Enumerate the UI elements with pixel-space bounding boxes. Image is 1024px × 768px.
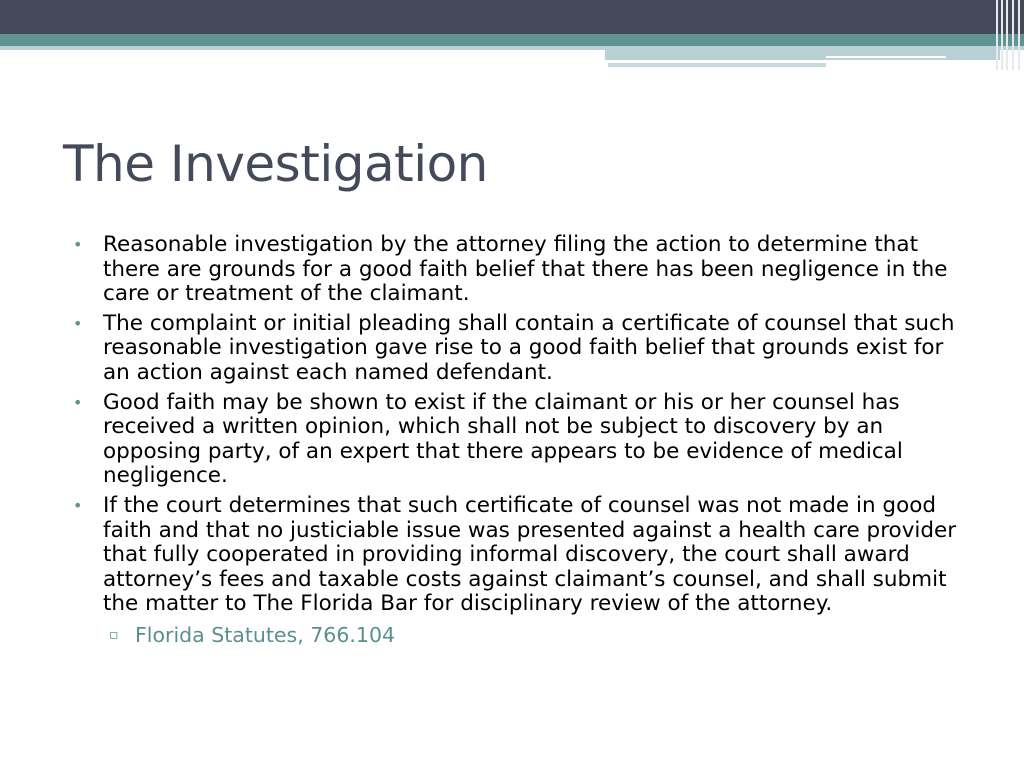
bullet-text: Reasonable investigation by the attorney filing the action to determine that there are grounds for a good faith belief that there has been negligence in the care or treatment of the claimant. (103, 232, 948, 307)
list-item (73, 233, 973, 307)
list-item (73, 391, 973, 489)
list-item (73, 312, 973, 386)
bullet-dot-icon: • (73, 235, 83, 254)
header-accent-divider (826, 56, 946, 58)
bullet-text: The complaint or initial pleading shall contain a certificate of counsel that such reasonable investigation gave rise to a good faith belief that grounds exist for an action against each named defendant. (103, 310, 955, 385)
bullet-list (73, 233, 973, 648)
bullet-dot-icon: • (73, 495, 83, 515)
sub-list-item (73, 622, 973, 648)
bullet-dot-icon: • (73, 313, 83, 333)
header-accent-line (608, 63, 826, 67)
header-stripes (994, 0, 1024, 70)
slide-title: The Investigation (63, 135, 488, 193)
bullet-dot-icon: • (73, 392, 83, 412)
header-teal-band (0, 34, 1024, 46)
header-band (0, 0, 1024, 34)
header-accent-block (605, 50, 1000, 60)
list-item (73, 494, 973, 617)
bullet-text: If the court determines that such certificate of counsel was not made in good faith and that no justiciable issue was presented against a health care provider that fully cooperated in providing informal discovery, the court shall award attorney’s fees and taxable costs against claimant’s counsel, and shall submit the matter to The Florida Bar for disciplinary review of the attorney. (103, 492, 957, 617)
bullet-text: Good faith may be shown to exist if the claimant or his or her counsel has received a written opinion, which shall not be subject to discovery by an opposing party, of an expert that there appears to be evidence of medical negligence. (103, 389, 903, 489)
square-bullet-icon: ▫ (109, 626, 119, 643)
citation-text: Florida Statutes, 766.104 (135, 622, 396, 647)
